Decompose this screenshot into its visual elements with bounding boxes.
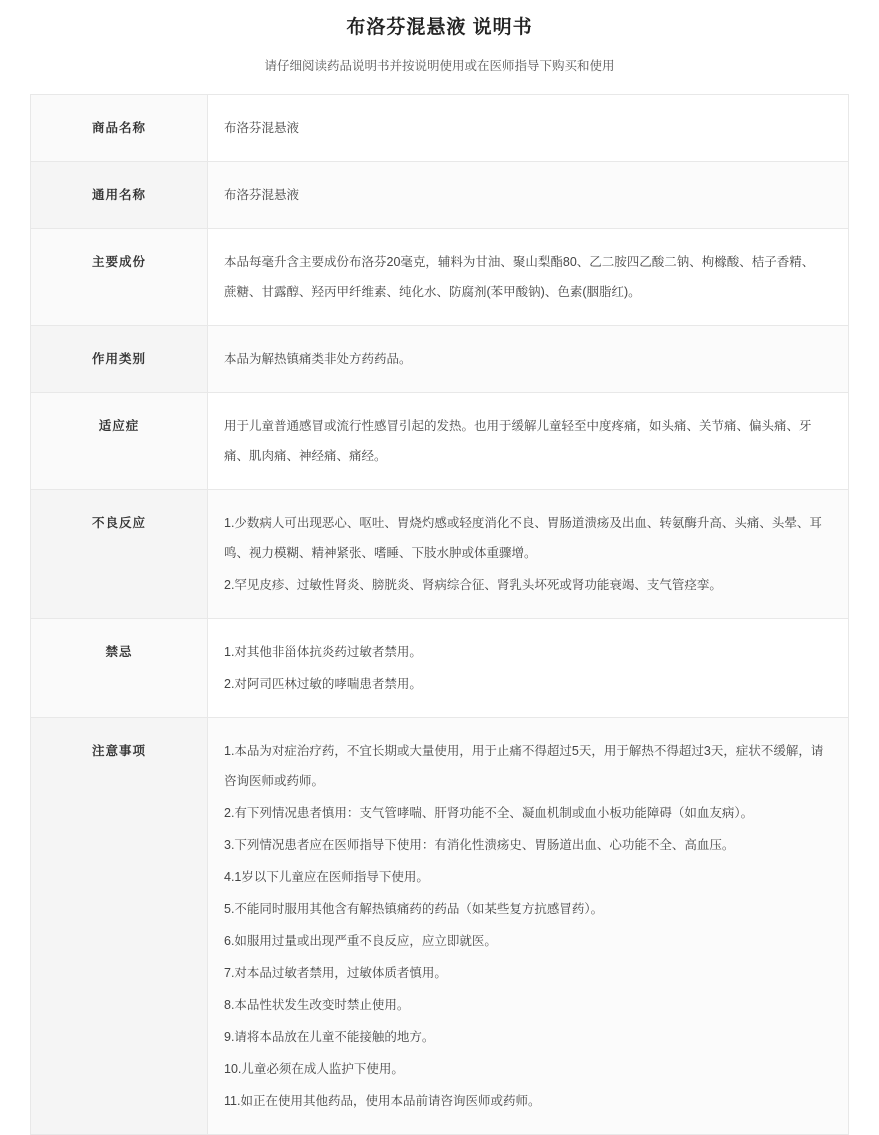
row-value-line: 7.对本品过敏者禁用，过敏体质者慎用。: [224, 966, 447, 980]
table-row: [31, 162, 849, 229]
row-label: 适应症: [31, 393, 208, 490]
row-value-line: 4.1岁以下儿童应在医师指导下使用。: [224, 870, 429, 884]
row-label: 作用类别: [31, 326, 208, 393]
table-row: [31, 718, 849, 1135]
row-value-line: 2.对阿司匹林过敏的哮喘患者禁用。: [224, 677, 422, 691]
row-value: [208, 326, 849, 393]
page-subtitle: 请仔细阅读药品说明书并按说明使用或在医师指导下购买和使用: [264, 59, 615, 73]
row-value-line: 8.本品性状发生改变时禁止使用。: [224, 998, 410, 1012]
row-value-line: 本品为解热镇痛类非处方药药品。: [224, 352, 412, 366]
table-body: [31, 95, 849, 1135]
row-value-line: 1.对其他非甾体抗炎药过敏者禁用。: [224, 645, 422, 659]
row-value-line: 本品每毫升含主要成份布洛芬20毫克，辅料为甘油、聚山梨酯80、乙二胺四乙酸二钠、枸橼酸、桔子香精、蔗糖、甘露醇、羟丙甲纤维素、纯化水、防腐剂(苯甲酸钠)、色素(胭脂红)。: [224, 255, 815, 299]
row-value: [208, 393, 849, 490]
row-value-line: 1.少数病人可出现恶心、呕吐、胃烧灼感或轻度消化不良、胃肠道溃疡及出血、转氨酶升高、头痛、头晕、耳鸣、视力模糊、精神紧张、嗜睡、下肢水肿或体重骤增。: [224, 516, 822, 560]
row-value-line: 5.不能同时服用其他含有解热镇痛药的药品（如某些复方抗感冒药）。: [224, 902, 604, 916]
row-label: 不良反应: [31, 490, 208, 619]
row-value-line: 布洛芬混悬液: [224, 121, 300, 135]
table-row: [31, 326, 849, 393]
row-value-line: 布洛芬混悬液: [224, 188, 300, 202]
row-value: [208, 162, 849, 229]
row-value: [208, 718, 849, 1135]
row-value-line: 9.请将本品放在儿童不能接触的地方。: [224, 1030, 435, 1044]
row-label: 主要成份: [31, 229, 208, 326]
row-value-line: 11.如正在使用其他药品，使用本品前请咨询医师或药师。: [224, 1094, 541, 1108]
table-row: [31, 619, 849, 718]
table-row: [31, 490, 849, 619]
row-value-line: 用于儿童普通感冒或流行性感冒引起的发热。也用于缓解儿童轻至中度疼痛，如头痛、关节痛、偏头痛、牙痛、肌肉痛、神经痛、痛经。: [224, 419, 812, 463]
row-label: 禁忌: [31, 619, 208, 718]
drug-info-table: [30, 94, 849, 1135]
row-value: [208, 95, 849, 162]
table-row: [31, 393, 849, 490]
row-value-line: 3.下列情况患者应在医师指导下使用：有消化性溃疡史、胃肠道出血、心功能不全、高血压。: [224, 838, 735, 852]
table-row: [31, 95, 849, 162]
row-value-line: 1.本品为对症治疗药，不宜长期或大量使用，用于止痛不得超过5天，用于解热不得超过3天，症状不缓解，请咨询医师或药师。: [224, 744, 824, 788]
row-value-line: 6.如服用过量或出现严重不良反应，应立即就医。: [224, 934, 497, 948]
row-value-line: 10.儿童必须在成人监护下使用。: [224, 1062, 404, 1076]
row-value: [208, 490, 849, 619]
row-value: [208, 619, 849, 718]
row-value-line: 2.罕见皮疹、过敏性肾炎、膀胱炎、肾病综合征、肾乳头坏死或肾功能衰竭、支气管痉挛。: [224, 578, 722, 592]
page-title: 布洛芬混悬液 说明书: [346, 17, 533, 38]
row-value-line: 2.有下列情况患者慎用：支气管哮喘、肝肾功能不全、凝血机制或血小板功能障碍（如血友病）。: [224, 806, 754, 820]
row-value: [208, 229, 849, 326]
table-row: [31, 229, 849, 326]
document-header: [0, 0, 879, 94]
row-label: 注意事项: [31, 718, 208, 1135]
row-label: 商品名称: [31, 95, 208, 162]
row-label: 通用名称: [31, 162, 208, 229]
